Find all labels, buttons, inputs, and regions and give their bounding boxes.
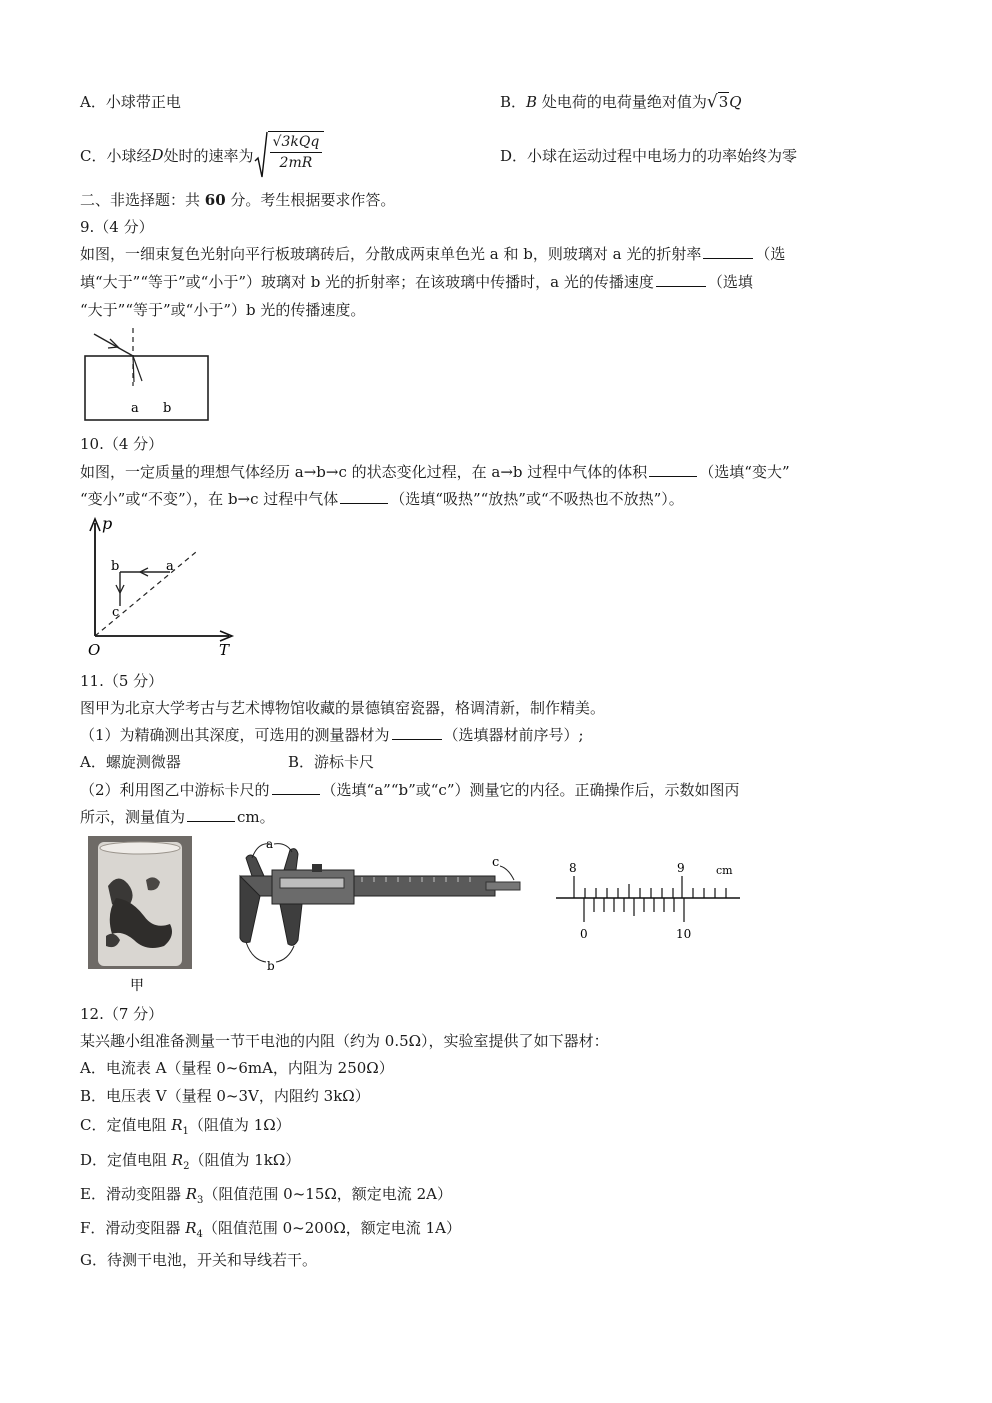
answer-blank[interactable] [656, 272, 706, 287]
q12-item-f: F．滑动变阻器 $R_4$（阻值范围 0~200Ω，额定电流 1A） [80, 1219, 461, 1240]
q10-line-1: 如图，一定质量的理想气体经历 a→b→c 的状态变化过程，在 a→b 过程中气体的体积 （选填“变大” [80, 463, 790, 481]
q9-heading: 9.（4 分） [80, 218, 154, 236]
sqrt-expression: $\frac{\text{√3kQq}}{2mR}$ [254, 131, 325, 179]
q11-part-2-cont: 所示，测量值为 cm。 [80, 808, 275, 826]
answer-blank[interactable] [649, 462, 697, 477]
q11-intro: 图甲为北京大学考古与艺术博物馆收藏的景德镇窑瓷器，格调清新，制作精美。 [80, 699, 606, 717]
answer-blank[interactable] [392, 725, 442, 740]
axis-label-p: p [102, 515, 113, 533]
ray-label-b: b [163, 401, 172, 416]
main-scale-ticks [574, 876, 726, 898]
scale-label-9: 9 [677, 861, 685, 875]
glass-slab-figure [80, 326, 215, 424]
scale-label-8: 8 [569, 861, 577, 875]
ray-label-a: a [131, 401, 139, 416]
answer-blank[interactable] [340, 489, 388, 504]
vernier-caliper-figure [232, 836, 532, 976]
scale-unit: cm [716, 864, 733, 877]
vernier-label-0: 0 [580, 927, 588, 941]
q12-item-g: G．待测干电池，开关和导线若干。 [80, 1251, 317, 1269]
q8-option-c: C．小球经 D 处时的速率为 $\frac{\text{√3kQq}}{2mR}$ [80, 132, 324, 178]
radical-sign-icon [254, 131, 268, 179]
caliper-label-b: b [267, 959, 275, 973]
caliper-label-c: c [492, 855, 500, 870]
q11-part-2: （2）利用图乙中游标卡尺的 （选填“a”“b”或“c”）测量它的内径。正确操作后，示数如图丙 [80, 781, 740, 799]
vernier-label-10: 10 [676, 927, 692, 941]
q12-item-e: E．滑动变阻器 $R_3$（阻值范围 0~15Ω，额定电流 2A） [80, 1185, 452, 1206]
q11-option-b: B．游标卡尺 [288, 753, 375, 771]
answer-blank[interactable] [703, 244, 753, 259]
answer-blank[interactable] [272, 780, 320, 795]
q9-line-3: “大于”“等于”或“小于”）b 光的传播速度。 [80, 301, 366, 319]
point-label-b: b [111, 559, 120, 574]
axis-label-t: T [219, 641, 230, 659]
figure-label-jia: 甲 [130, 978, 144, 994]
q12-item-d: D．定值电阻 $R_2$（阻值为 1kΩ） [80, 1151, 301, 1172]
answer-blank[interactable] [187, 807, 235, 822]
q11-heading: 11.（5 分） [80, 672, 164, 690]
caliper-label-a: a [266, 837, 274, 851]
q10-line-2: “变小”或“不变”），在 b→c 过程中气体 （选填“吸热”“放热”或“不吸热也不放热”）。 [80, 490, 684, 508]
q11-part-1: （1）为精确测出其深度，可选用的测量器材为 （选填器材前序号）; [80, 726, 584, 744]
q10-heading: 10.（4 分） [80, 435, 164, 453]
q12-item-b: B．电压表 V（量程 0~3V，内阻约 3kΩ） [80, 1087, 370, 1105]
q12-item-a: A．电流表 A（量程 0~6mA，内阻为 250Ω） [80, 1059, 394, 1077]
vernier-scale-reading [550, 852, 750, 944]
q11-option-a: A．螺旋测微器 [80, 753, 181, 771]
incident-ray [94, 334, 133, 356]
section-heading: 二、非选择题：共 60 分。考生根据要求作答。 [80, 191, 396, 209]
porcelain-photo [86, 836, 198, 996]
q9-line-2: 填“大于”“等于”或“小于”）玻璃对 b 光的折射率；在该玻璃中传播时，a 光的传播速度 （选填 [80, 273, 753, 291]
point-label-a: a [166, 559, 174, 574]
q9-line-1: 如图，一细束复色光射向平行板玻璃砖后，分散成两束单色光 a 和 b，则玻璃对 a 光的折射率 （选 [80, 245, 786, 263]
q12-heading: 12.（7 分） [80, 1005, 164, 1023]
q8-option-a: A．小球带正电 [80, 93, 181, 111]
q12-intro: 某兴趣小组准备测量一节干电池的内阻（约为 0.5Ω），实验室提供了如下器材： [80, 1032, 609, 1050]
glass-slab [85, 356, 208, 420]
q8-option-b: B．B 处电荷的电荷量绝对值为√3Q [500, 92, 742, 112]
q12-item-c: C．定值电阻 $R_1$（阻值为 1Ω） [80, 1116, 291, 1137]
p-t-diagram [82, 515, 242, 660]
vernier-ticks [584, 898, 684, 922]
depth-rod [486, 882, 520, 890]
origin-label: O [88, 641, 101, 659]
q8-option-d: D．小球在运动过程中电场力的功率始终为零 [500, 147, 798, 165]
point-label-c: c [112, 605, 120, 620]
